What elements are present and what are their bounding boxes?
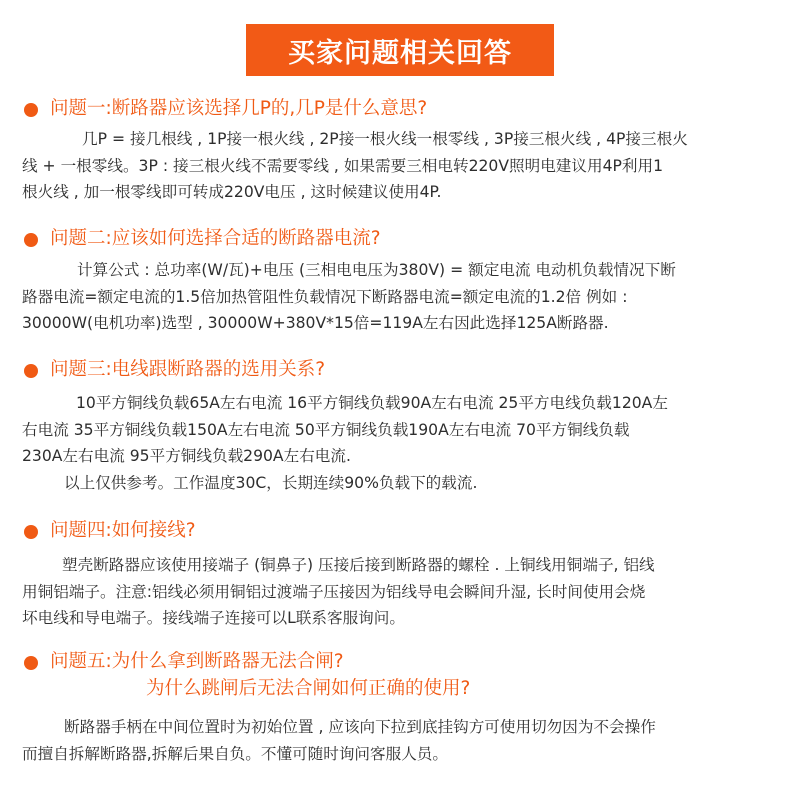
answer-2-line: 30000W(电机功率)选型 , 30000W+380V*15倍=119A左右因此选择125A断路器. [22,314,609,332]
answer-5-line: 而擅自拆解断路器,拆解后果自负。不懂可随时询问客服人员。 [22,744,448,763]
answer-3-line: 右电流 35平方铜线负载150A左右电流 50平方铜线负载190A左右电流 70平方铜线负载 [22,420,630,439]
answer-2-line: 计算公式 : 总功率(W/瓦)+电压 (三相电电压为380V) = 额定电流 电动机负载情况下断 [77,261,676,279]
answer-1-line: 几P = 接几根线 , 1P接一根火线 , 2P接一根火线一根零线 , 3P接三根火线 , 4P接三根火 [82,130,688,148]
answer-1-line: 线 + 一根零线。3P : 接三根火线不需要零线 , 如果需要三相电转220V照明电建议用4P利用1 [22,156,664,175]
question-3-title: 问题三:电线跟断路器的选用关系? [50,359,326,380]
bullet-dot-icon [24,364,38,378]
question-5-heading [24,651,470,705]
answer-2-line: 路器电流=额定电流的1.5倍加热管阻性负载情况下断路器电流=额定电流的1.2倍 例如 : [22,287,628,306]
question-3-heading [24,359,325,381]
answer-2 [22,257,778,337]
question-4-title: 问题四:如何接线? [50,520,196,541]
answer-1-line: 根火线 , 加一根零线即可转成220V电压 , 这时候建议使用4P. [22,183,442,201]
answer-3-note: 以上仅供参考。工作温度30C，长期连续90%负载下的载流. [64,473,478,492]
answer-4 [22,552,778,632]
answer-5-line: 断路器手柄在中间位置时为初始位置 , 应该向下拉到底挂钩方可使用切勿因为不会操作 [64,718,656,736]
answer-3-line: 230A左右电流 95平方铜线负载290A左右电流. [22,447,351,465]
question-2-title: 问题二:应该如何选择合适的断路器电流? [50,228,381,249]
answer-4-line: 用铜铝端子。注意:铝线必须用铜铝过渡端子压接因为铝线导电会瞬间升湿, 长时间使用会烧 [22,582,646,601]
answer-1 [22,126,778,206]
bullet-dot-icon [24,525,38,539]
question-5-title-line1: 问题五:为什么拿到断路器无法合闸? [50,651,344,672]
answer-3-line: 10平方铜线负载65A左右电流 16平方铜线负载90A左右电流 25平方电线负载120A左 [76,394,668,412]
bullet-dot-icon [24,103,38,117]
bullet-dot-icon [24,233,38,247]
answer-3 [22,390,778,496]
question-1-heading [24,98,427,120]
question-2-heading [24,228,381,250]
question-5-title-line2: 为什么跳闸后无法合闸如何正确的使用? [146,678,471,699]
bullet-dot-icon [24,656,38,670]
page-title-banner: 买家问题相关回答 [246,24,554,76]
answer-4-line: 坏电线和导电端子。接线端子连接可以L联系客服询问。 [22,609,405,627]
answer-5 [22,714,778,767]
answer-4-line: 塑壳断路器应该使用接端子 (铜鼻子) 压接后接到断路器的螺栓 . 上铜线用铜端子, 铝线 [62,556,655,574]
question-1-title: 问题一:断路器应该选择几P的,几P是什么意思? [50,98,428,119]
question-4-heading [24,520,196,542]
